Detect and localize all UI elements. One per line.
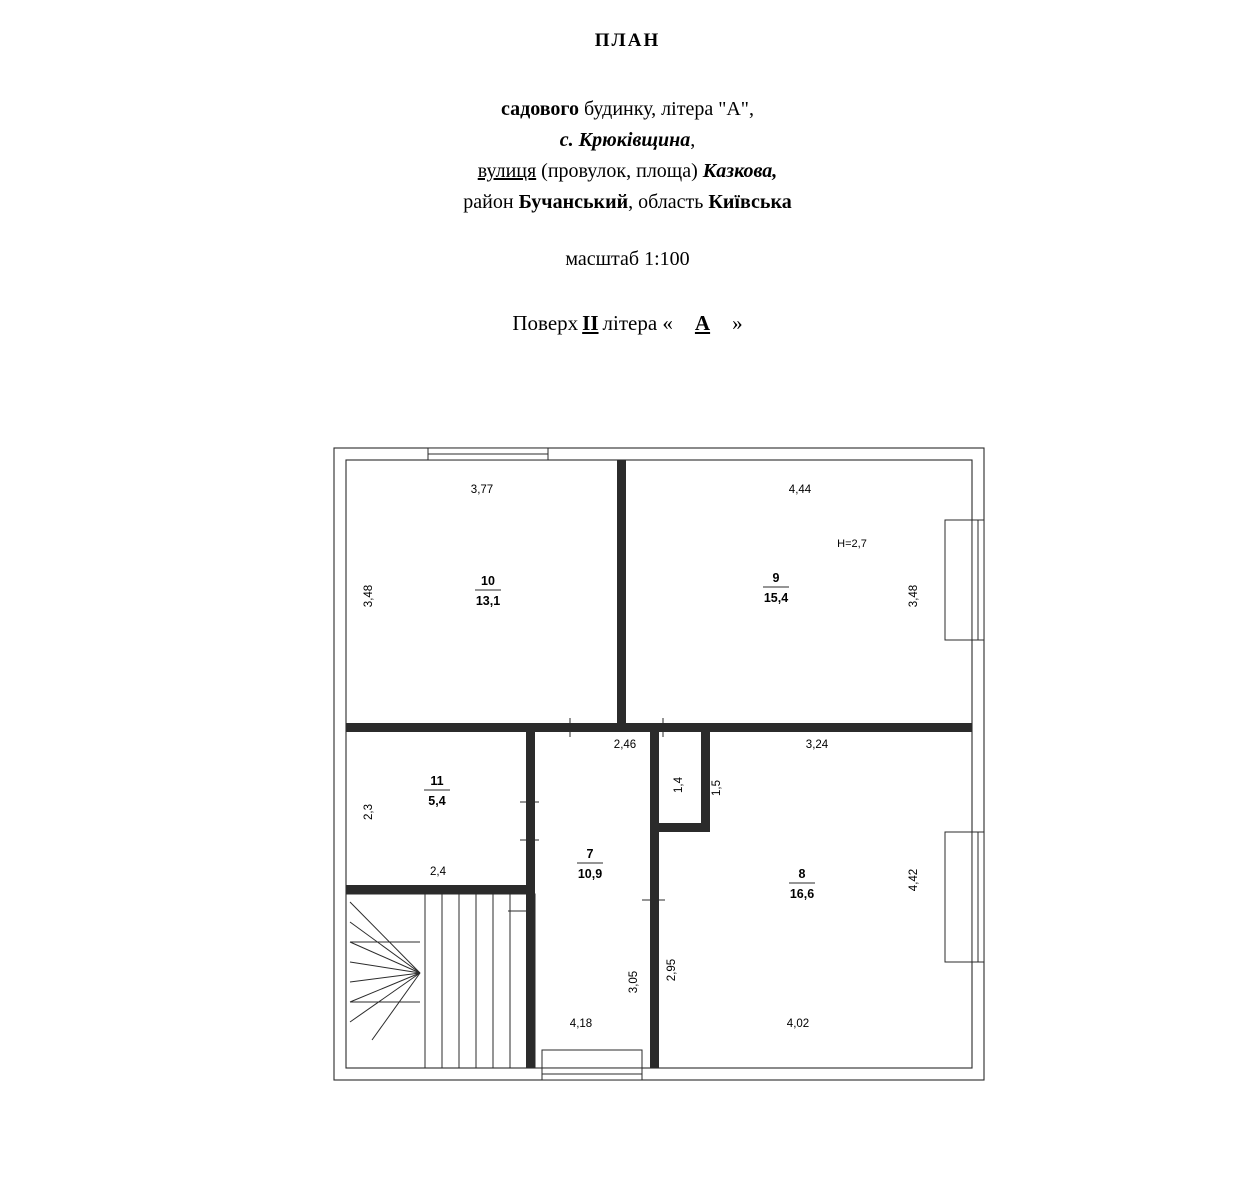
street-name: Казкова, — [702, 160, 778, 182]
region-name: Київська — [708, 191, 792, 213]
village-comma: , — [690, 129, 696, 151]
dim-top-left: 3,77 — [470, 484, 494, 496]
document-header — [0, 0, 1255, 336]
page-title: ПЛАН — [594, 30, 661, 51]
dim-bottom-left: 4,18 — [569, 1018, 593, 1030]
room-10-area: 13,1 — [475, 594, 501, 608]
room-11-number: 11 — [430, 774, 444, 788]
scale-label: масштаб 1:100 — [565, 248, 690, 270]
dim-corridor-right-v: 2,95 — [666, 958, 678, 982]
floor-prefix: Поверх — [512, 311, 579, 335]
dim-left-upper: 3,48 — [363, 584, 375, 608]
district-name: Бучанський — [518, 191, 629, 213]
village-line — [0, 129, 1255, 152]
dim-mid-corridor: 2,46 — [613, 739, 637, 751]
floor-number: II — [582, 311, 599, 335]
dim-bottom-right: 4,02 — [786, 1018, 810, 1030]
district-region-line — [0, 191, 1255, 214]
floor-suffix: » — [732, 311, 743, 335]
plan-labels — [363, 484, 920, 1030]
dim-room8-top: 3,24 — [805, 739, 829, 751]
room-8-area: 16,6 — [789, 887, 815, 901]
room-9-number: 9 — [772, 571, 780, 585]
floor-plan — [320, 430, 1000, 1110]
street-line — [0, 160, 1255, 183]
dim-corridor-left-v: 3,05 — [628, 970, 640, 994]
room-9-area: 15,4 — [763, 591, 789, 605]
dim-room11-bottom: 2,4 — [430, 866, 446, 878]
room-10-number: 10 — [481, 574, 495, 588]
building-type: садового — [501, 98, 579, 120]
interior-walls — [346, 460, 972, 1068]
floor-letter: А — [694, 311, 711, 335]
floor-mid: літера « — [602, 311, 673, 335]
dim-top-right: 4,44 — [788, 484, 812, 496]
building-description-line — [0, 98, 1255, 121]
dim-room11-left: 2,3 — [363, 804, 375, 820]
room-11-area: 5,4 — [428, 794, 446, 808]
street-paren: (провулок, площа) — [536, 160, 703, 182]
floor-label — [0, 311, 1255, 336]
dim-right-lower: 4,42 — [908, 868, 920, 892]
dim-corridor-w2: 1,5 — [711, 780, 723, 796]
dim-corridor-w1: 1,4 — [673, 777, 685, 793]
room-7-area: 10,9 — [577, 867, 603, 881]
building-letter-text: будинку, літера "А", — [579, 98, 754, 120]
room-8-number: 8 — [798, 867, 806, 881]
staircase — [346, 894, 535, 1068]
ceiling-height-label: H=2,7 — [837, 538, 867, 550]
village-name: с. Крюківщина — [559, 129, 691, 151]
room-7-number: 7 — [586, 847, 594, 861]
region-word: , область — [628, 191, 709, 213]
district-word: район — [463, 191, 519, 213]
street-word: вулиця — [477, 160, 537, 182]
dim-right-upper: 3,48 — [908, 584, 920, 608]
